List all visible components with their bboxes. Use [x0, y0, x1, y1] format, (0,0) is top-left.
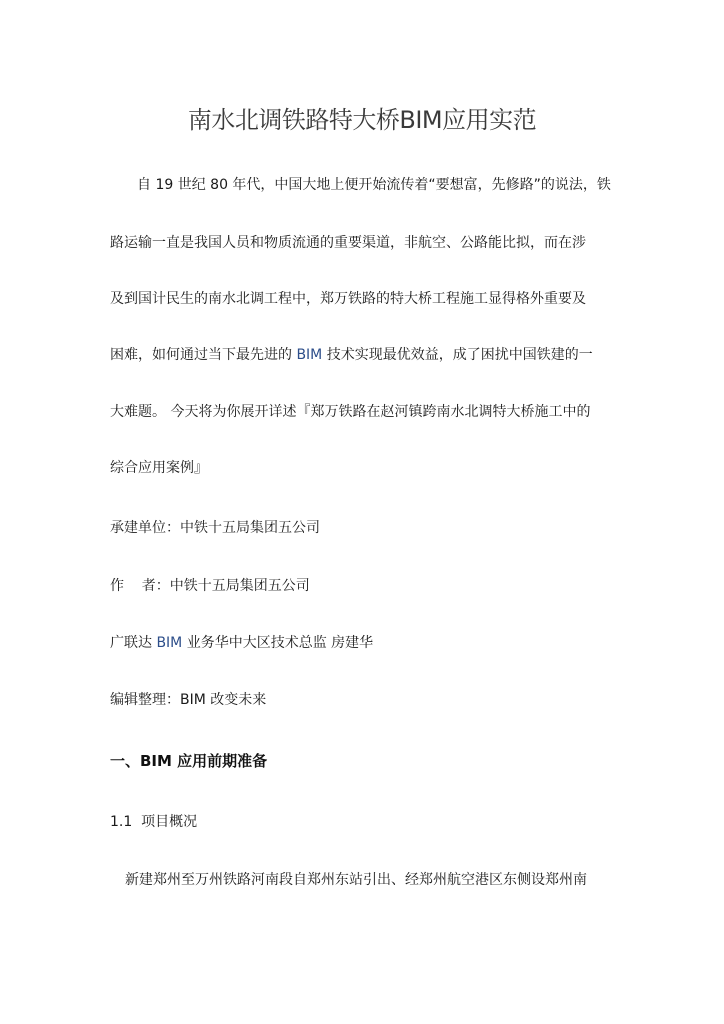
intro-line-4-after: 技术实现最优效益，成了困扰中国铁建的一: [322, 347, 593, 363]
document-title: 南水北调铁路特大桥BIM应用实范: [187, 106, 537, 134]
credit-builder: 承建单位：中铁十五局集团五公司: [110, 520, 320, 536]
intro-line-6: 综合应用案例』: [110, 460, 208, 476]
section-subheading: 1.1 项目概况: [110, 814, 198, 830]
intro-line-4: [110, 345, 593, 365]
credit-glodon: [110, 633, 373, 653]
credit-editor: 编辑整理：BIM 改变未来: [110, 692, 267, 708]
bim-term: BIM: [296, 347, 323, 363]
credit-glodon-before: 广联达: [110, 635, 157, 651]
section-heading: 一、BIM 应用前期准备: [110, 752, 268, 770]
intro-line-1: 自 19 世纪 80 年代，中国大地上便开始流传着“要想富，先修路”的说法，铁: [137, 177, 611, 193]
intro-line-4-before: 困难，如何通过当下最先进的: [110, 347, 297, 363]
intro-line-3: 及到国计民生的南水北调工程中，郑万铁路的特大桥工程施工显得格外重要及: [110, 291, 586, 307]
intro-line-2: 路运输一直是我国人员和物质流通的重要渠道，非航空、公路能比拟，而在涉: [110, 235, 586, 251]
intro-line-5: 大难题。 今天将为你展开详述『郑万铁路在赵河镇跨南水北调特大桥施工中的: [110, 404, 591, 420]
section-paragraph-line-1: 新建郑州至万州铁路河南段自郑州东站引出、经郑州航空港区东侧设郑州南: [125, 872, 587, 888]
credit-author: 作 者：中铁十五局集团五公司: [110, 578, 310, 594]
credit-glodon-after: 业务华中大区技术总监 房建华: [182, 635, 374, 651]
bim-term: BIM: [156, 635, 183, 651]
